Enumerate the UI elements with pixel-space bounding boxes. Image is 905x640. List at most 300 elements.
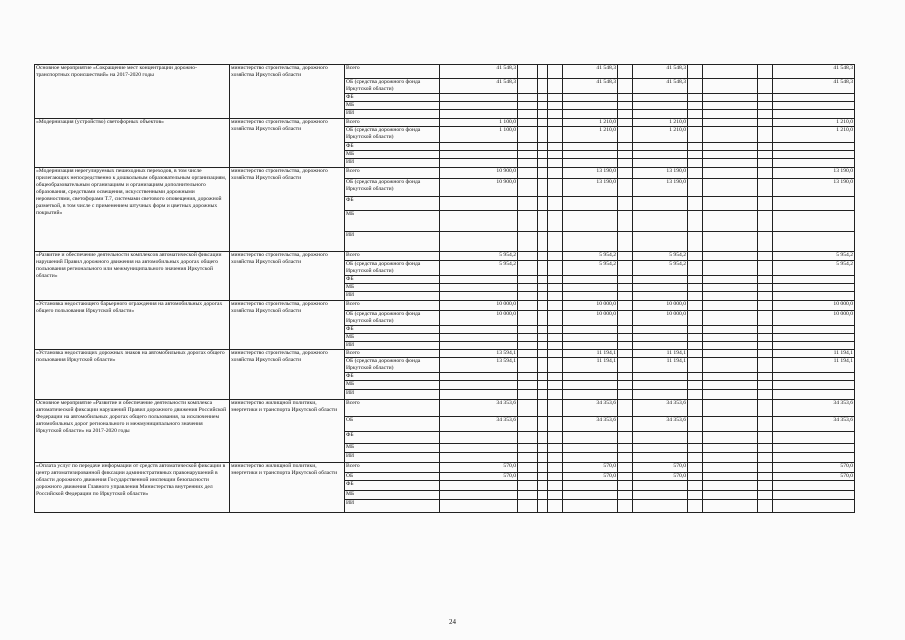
value-cell	[633, 491, 688, 500]
empty-cell	[538, 94, 548, 102]
empty-cell	[758, 232, 773, 252]
empty-cell	[548, 358, 563, 373]
value-cell: 10 000,0	[563, 311, 618, 326]
empty-cell	[758, 334, 773, 342]
empty-cell	[518, 463, 538, 473]
empty-cell	[518, 390, 538, 400]
empty-cell	[703, 301, 758, 311]
value-cell: 5 954,2	[440, 261, 518, 276]
empty-cell	[688, 481, 703, 491]
empty-cell	[518, 168, 538, 179]
funding-source-cell: Всего	[345, 119, 440, 127]
empty-cell	[688, 463, 703, 473]
empty-cell	[758, 373, 773, 381]
empty-cell	[518, 127, 538, 143]
empty-cell	[548, 211, 563, 232]
empty-cell	[703, 463, 758, 473]
value-cell: 5 954,2	[440, 252, 518, 261]
empty-cell	[548, 381, 563, 390]
value-cell	[773, 292, 855, 301]
funding-source-cell: МБ	[345, 211, 440, 232]
funding-source-cell: ОБ	[345, 417, 440, 432]
measure-cell: «Установка недостающего барьерного ограждения на автомобильных дорогах общего пользования Иркутской области»	[35, 301, 230, 350]
value-cell: 10 000,0	[440, 311, 518, 326]
funding-source-cell: ИИ	[345, 292, 440, 301]
empty-cell	[538, 292, 548, 301]
empty-cell	[518, 350, 538, 358]
value-cell: 41 548,3	[563, 79, 618, 94]
value-cell	[773, 151, 855, 159]
value-cell: 34 353,6	[633, 417, 688, 432]
table-row	[35, 400, 855, 417]
empty-cell	[548, 326, 563, 334]
measure-cell: «Модернизация (устройство) светофорных объектов»	[35, 119, 230, 168]
value-cell: 570,0	[633, 473, 688, 481]
funding-source-cell: ИИ	[345, 500, 440, 513]
empty-cell	[688, 292, 703, 301]
value-cell	[440, 373, 518, 381]
value-cell: 1 210,0	[563, 127, 618, 143]
value-cell	[563, 491, 618, 500]
value-cell: 41 548,3	[633, 79, 688, 94]
empty-cell	[618, 453, 633, 463]
empty-cell	[538, 179, 548, 197]
funding-source-cell: ОБ (средства дорожного фонда Иркутской области)	[345, 261, 440, 276]
empty-cell	[703, 211, 758, 232]
empty-cell	[758, 390, 773, 400]
empty-cell	[518, 284, 538, 292]
table-row	[35, 119, 855, 127]
value-cell	[633, 110, 688, 119]
measure-cell: «Оплата услуг по передаче информации от средств автоматической фиксации в центр автоматизированной фиксации административных правонарушений в области дорожного движения Государственной инспекции безопасности дорожного движения Главного управления Министерства внутренних дел Российской Федерации по Иркутской области»	[35, 463, 230, 513]
funding-source-cell: ОБ	[345, 473, 440, 481]
value-cell	[633, 211, 688, 232]
empty-cell	[548, 350, 563, 358]
empty-cell	[538, 276, 548, 284]
empty-cell	[758, 252, 773, 261]
value-cell: 41 548,3	[773, 65, 855, 79]
value-cell	[440, 232, 518, 252]
empty-cell	[703, 143, 758, 151]
empty-cell	[703, 94, 758, 102]
empty-cell	[688, 453, 703, 463]
empty-cell	[688, 159, 703, 168]
empty-cell	[548, 127, 563, 143]
value-cell: 13 594,1	[440, 350, 518, 358]
value-cell	[633, 197, 688, 211]
empty-cell	[688, 334, 703, 342]
value-cell	[563, 284, 618, 292]
empty-cell	[688, 311, 703, 326]
empty-cell	[518, 94, 538, 102]
value-cell	[633, 232, 688, 252]
empty-cell	[703, 261, 758, 276]
value-cell	[773, 444, 855, 453]
empty-cell	[538, 350, 548, 358]
value-cell: 570,0	[633, 463, 688, 473]
value-cell	[773, 326, 855, 334]
value-cell: 11 194,1	[773, 358, 855, 373]
empty-cell	[618, 143, 633, 151]
empty-cell	[688, 350, 703, 358]
funding-table	[34, 64, 855, 513]
value-cell	[633, 284, 688, 292]
value-cell: 10 900,0	[440, 179, 518, 197]
empty-cell	[518, 65, 538, 79]
value-cell	[633, 159, 688, 168]
value-cell	[773, 159, 855, 168]
value-cell	[440, 110, 518, 119]
empty-cell	[548, 417, 563, 432]
empty-cell	[618, 119, 633, 127]
empty-cell	[758, 284, 773, 292]
measure-cell: Основное мероприятие «Сокращение мест концентрации дорожно-транспортных происшествий» на 2017-2020 годы	[35, 65, 230, 119]
funding-source-cell: МБ	[345, 444, 440, 453]
empty-cell	[703, 110, 758, 119]
value-cell	[773, 102, 855, 110]
value-cell	[633, 381, 688, 390]
empty-cell	[618, 197, 633, 211]
value-cell	[563, 326, 618, 334]
funding-source-cell: МБ	[345, 151, 440, 159]
table-row	[35, 65, 855, 79]
executor-cell: министерство строительства, дорожного хозяйства Иркутской области	[230, 301, 345, 350]
executor-cell: министерство жилищной политики, энергетики и транспорта Иркутской области	[230, 400, 345, 463]
empty-cell	[548, 342, 563, 350]
empty-cell	[758, 79, 773, 94]
empty-cell	[518, 481, 538, 491]
empty-cell	[618, 252, 633, 261]
value-cell: 13 190,0	[633, 168, 688, 179]
value-cell	[633, 481, 688, 491]
value-cell	[440, 159, 518, 168]
empty-cell	[548, 252, 563, 261]
empty-cell	[688, 400, 703, 417]
value-cell	[773, 491, 855, 500]
empty-cell	[618, 334, 633, 342]
empty-cell	[758, 473, 773, 481]
empty-cell	[518, 491, 538, 500]
empty-cell	[758, 400, 773, 417]
empty-cell	[688, 94, 703, 102]
empty-cell	[758, 358, 773, 373]
empty-cell	[618, 261, 633, 276]
empty-cell	[548, 102, 563, 110]
value-cell	[440, 444, 518, 453]
empty-cell	[618, 168, 633, 179]
empty-cell	[758, 432, 773, 444]
value-cell: 13 594,1	[440, 358, 518, 373]
empty-cell	[688, 373, 703, 381]
funding-source-cell: ФБ	[345, 432, 440, 444]
empty-cell	[518, 232, 538, 252]
empty-cell	[758, 119, 773, 127]
empty-cell	[618, 127, 633, 143]
value-cell: 13 190,0	[633, 179, 688, 197]
value-cell	[563, 292, 618, 301]
empty-cell	[703, 417, 758, 432]
empty-cell	[688, 151, 703, 159]
value-cell	[440, 334, 518, 342]
empty-cell	[688, 500, 703, 513]
empty-cell	[703, 284, 758, 292]
empty-cell	[703, 102, 758, 110]
empty-cell	[703, 432, 758, 444]
empty-cell	[758, 326, 773, 334]
executor-cell: министерство строительства, дорожного хозяйства Иркутской области	[230, 168, 345, 252]
empty-cell	[538, 168, 548, 179]
value-cell: 10 000,0	[773, 311, 855, 326]
value-cell	[773, 481, 855, 491]
value-cell	[440, 432, 518, 444]
empty-cell	[688, 473, 703, 481]
empty-cell	[618, 390, 633, 400]
value-cell	[633, 94, 688, 102]
funding-source-cell: ФБ	[345, 276, 440, 284]
funding-source-cell: МБ	[345, 381, 440, 390]
empty-cell	[758, 261, 773, 276]
empty-cell	[548, 94, 563, 102]
empty-cell	[538, 473, 548, 481]
empty-cell	[538, 252, 548, 261]
empty-cell	[538, 326, 548, 334]
value-cell: 570,0	[563, 463, 618, 473]
value-cell: 5 954,2	[633, 261, 688, 276]
empty-cell	[538, 197, 548, 211]
value-cell	[563, 334, 618, 342]
empty-cell	[758, 102, 773, 110]
empty-cell	[688, 261, 703, 276]
value-cell	[563, 110, 618, 119]
value-cell: 34 353,6	[773, 400, 855, 417]
funding-source-cell: ФБ	[345, 94, 440, 102]
funding-source-cell: Всего	[345, 301, 440, 311]
empty-cell	[618, 463, 633, 473]
empty-cell	[538, 481, 548, 491]
empty-cell	[538, 232, 548, 252]
value-cell: 13 190,0	[773, 179, 855, 197]
empty-cell	[538, 417, 548, 432]
value-cell	[440, 500, 518, 513]
empty-cell	[758, 143, 773, 151]
empty-cell	[618, 358, 633, 373]
value-cell: 13 190,0	[563, 168, 618, 179]
empty-cell	[548, 159, 563, 168]
value-cell	[440, 143, 518, 151]
value-cell	[440, 94, 518, 102]
funding-source-cell: МБ	[345, 491, 440, 500]
value-cell: 5 954,2	[563, 252, 618, 261]
empty-cell	[688, 358, 703, 373]
empty-cell	[548, 65, 563, 79]
empty-cell	[538, 500, 548, 513]
empty-cell	[518, 197, 538, 211]
measure-cell: «Установка недостающих дорожных знаков на автомобильных дорогах общего пользования Иркутской области»	[35, 350, 230, 400]
value-cell: 570,0	[773, 473, 855, 481]
empty-cell	[703, 334, 758, 342]
value-cell	[563, 197, 618, 211]
empty-cell	[548, 500, 563, 513]
executor-cell: министерство строительства, дорожного хозяйства Иркутской области	[230, 119, 345, 168]
empty-cell	[618, 491, 633, 500]
empty-cell	[703, 500, 758, 513]
funding-source-cell: Всего	[345, 463, 440, 473]
value-cell	[633, 342, 688, 350]
value-cell	[563, 373, 618, 381]
funding-source-cell: Всего	[345, 350, 440, 358]
empty-cell	[518, 358, 538, 373]
empty-cell	[758, 65, 773, 79]
empty-cell	[688, 211, 703, 232]
empty-cell	[618, 211, 633, 232]
value-cell: 570,0	[440, 473, 518, 481]
funding-source-cell: МБ	[345, 284, 440, 292]
value-cell	[563, 500, 618, 513]
empty-cell	[548, 334, 563, 342]
value-cell: 1 210,0	[773, 127, 855, 143]
value-cell	[773, 390, 855, 400]
empty-cell	[538, 211, 548, 232]
measure-cell: «Развитие и обеспечение деятельности комплексов автоматической фиксации нарушений Правил дорожного движения на автомобильных дорогах общего пользования регионального или межмуниципального значения Иркутской области»	[35, 252, 230, 301]
executor-cell: министерство жилищной политики, энергетики и транспорта Иркутской области	[230, 463, 345, 513]
empty-cell	[758, 292, 773, 301]
empty-cell	[518, 326, 538, 334]
empty-cell	[688, 79, 703, 94]
value-cell	[440, 381, 518, 390]
funding-source-cell: ИИ	[345, 453, 440, 463]
value-cell: 10 000,0	[563, 301, 618, 311]
empty-cell	[518, 102, 538, 110]
empty-cell	[688, 102, 703, 110]
empty-cell	[618, 179, 633, 197]
empty-cell	[703, 481, 758, 491]
value-cell	[773, 284, 855, 292]
empty-cell	[618, 94, 633, 102]
value-cell: 34 353,6	[440, 400, 518, 417]
value-cell	[563, 390, 618, 400]
value-cell	[563, 444, 618, 453]
executor-cell: министерство строительства, дорожного хозяйства Иркутской области	[230, 65, 345, 119]
value-cell	[633, 143, 688, 151]
funding-source-cell: ФБ	[345, 373, 440, 381]
empty-cell	[518, 252, 538, 261]
value-cell	[633, 432, 688, 444]
funding-source-cell: ИИ	[345, 232, 440, 252]
empty-cell	[618, 311, 633, 326]
empty-cell	[538, 390, 548, 400]
empty-cell	[758, 500, 773, 513]
value-cell: 5 954,2	[563, 261, 618, 276]
value-cell: 11 194,1	[563, 350, 618, 358]
value-cell: 11 194,1	[563, 358, 618, 373]
empty-cell	[538, 463, 548, 473]
funding-source-cell: Всего	[345, 252, 440, 261]
table-row	[35, 301, 855, 311]
empty-cell	[548, 301, 563, 311]
empty-cell	[518, 119, 538, 127]
value-cell	[440, 284, 518, 292]
empty-cell	[618, 417, 633, 432]
value-cell	[440, 390, 518, 400]
value-cell: 11 194,1	[633, 358, 688, 373]
value-cell: 11 194,1	[633, 350, 688, 358]
value-cell	[440, 326, 518, 334]
value-cell	[773, 110, 855, 119]
empty-cell	[758, 127, 773, 143]
value-cell	[633, 334, 688, 342]
funding-source-cell: ОБ (средства дорожного фонда Иркутской области)	[345, 358, 440, 373]
empty-cell	[703, 358, 758, 373]
empty-cell	[688, 179, 703, 197]
empty-cell	[518, 473, 538, 481]
empty-cell	[518, 311, 538, 326]
empty-cell	[548, 110, 563, 119]
empty-cell	[703, 342, 758, 350]
empty-cell	[703, 350, 758, 358]
empty-cell	[548, 390, 563, 400]
value-cell	[563, 143, 618, 151]
value-cell	[563, 159, 618, 168]
empty-cell	[518, 301, 538, 311]
value-cell	[773, 197, 855, 211]
empty-cell	[703, 168, 758, 179]
value-cell: 13 190,0	[563, 179, 618, 197]
empty-cell	[548, 432, 563, 444]
value-cell: 34 353,6	[563, 417, 618, 432]
empty-cell	[548, 373, 563, 381]
empty-cell	[688, 276, 703, 284]
empty-cell	[518, 342, 538, 350]
empty-cell	[548, 168, 563, 179]
funding-source-cell: МБ	[345, 334, 440, 342]
funding-source-cell: ОБ (средства дорожного фонда Иркутской области)	[345, 311, 440, 326]
empty-cell	[538, 432, 548, 444]
empty-cell	[758, 453, 773, 463]
empty-cell	[758, 342, 773, 350]
empty-cell	[618, 481, 633, 491]
empty-cell	[538, 65, 548, 79]
empty-cell	[703, 444, 758, 453]
empty-cell	[758, 350, 773, 358]
value-cell	[440, 453, 518, 463]
empty-cell	[618, 292, 633, 301]
empty-cell	[703, 400, 758, 417]
value-cell: 1 100,0	[440, 127, 518, 143]
value-cell	[440, 481, 518, 491]
empty-cell	[538, 301, 548, 311]
funding-source-cell: ФБ	[345, 326, 440, 334]
value-cell	[563, 381, 618, 390]
funding-source-cell: ИИ	[345, 390, 440, 400]
value-cell	[440, 197, 518, 211]
value-cell	[633, 453, 688, 463]
empty-cell	[518, 400, 538, 417]
empty-cell	[703, 381, 758, 390]
value-cell: 5 954,2	[773, 252, 855, 261]
empty-cell	[688, 417, 703, 432]
value-cell: 41 548,3	[773, 79, 855, 94]
table-row	[35, 168, 855, 179]
empty-cell	[618, 326, 633, 334]
empty-cell	[703, 119, 758, 127]
value-cell	[563, 102, 618, 110]
empty-cell	[518, 179, 538, 197]
funding-source-cell: Всего	[345, 168, 440, 179]
empty-cell	[688, 110, 703, 119]
empty-cell	[618, 102, 633, 110]
executor-cell: министерство строительства, дорожного хозяйства Иркутской области	[230, 350, 345, 400]
empty-cell	[758, 159, 773, 168]
